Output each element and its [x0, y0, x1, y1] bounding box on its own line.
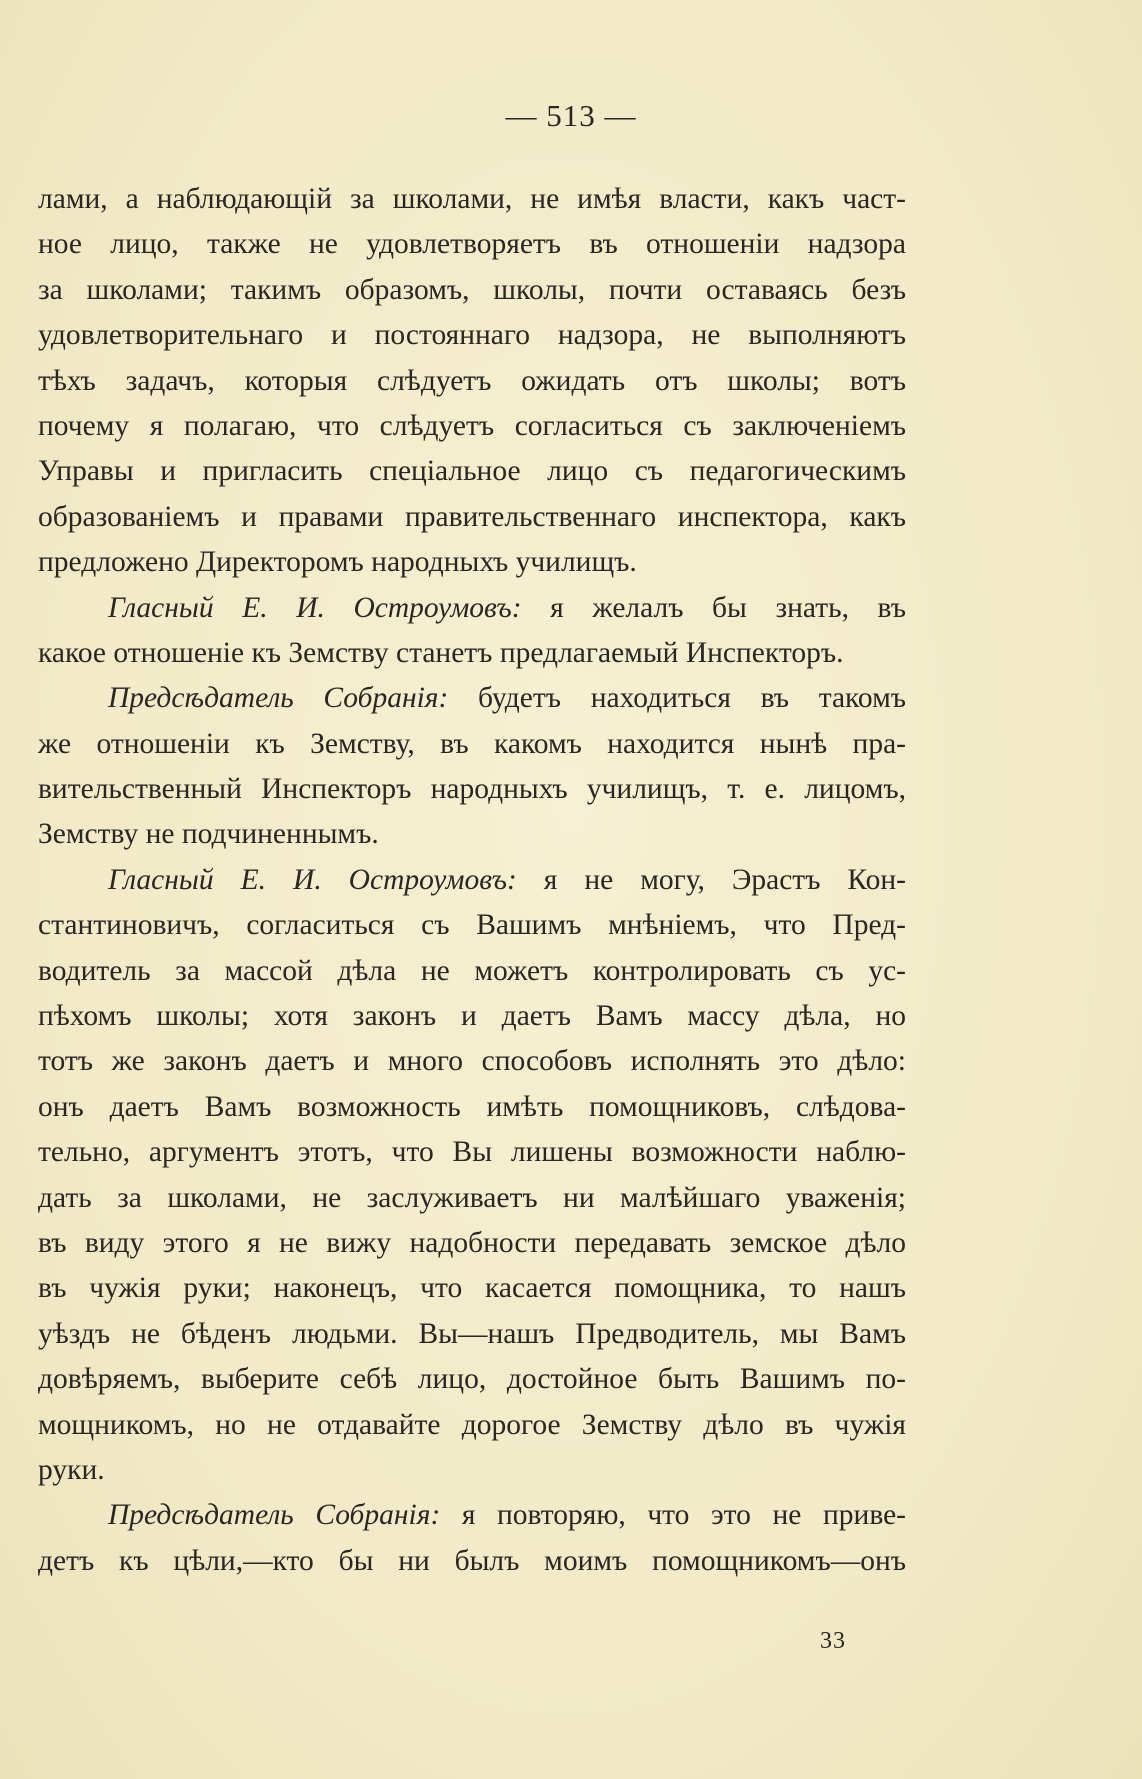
text-line: удовлетворительнаго и постояннаго надзора, не выполняютъ [38, 319, 906, 352]
text-line: пѣхомъ школы; хотя законъ и даетъ Вамъ массу дѣла, но [38, 1000, 906, 1033]
page-signature-mark: 33 [820, 1628, 846, 1654]
text-line: мощникомъ, но не отдавайте дорогое Земству дѣло въ чужія [38, 1408, 906, 1441]
text-line [38, 858, 906, 903]
page-number-header: — 513 — [505, 98, 637, 133]
text-line: тельно, аргументъ этотъ, что Вы лишены возможности наблю- [38, 1136, 906, 1169]
paragraph [38, 1493, 906, 1584]
text-fragment: я желалъ бы знать, въ [550, 591, 906, 624]
text-line: Земству не подчиненнымъ. [38, 818, 379, 851]
paragraph [38, 586, 906, 677]
text-line [38, 1493, 906, 1538]
text-line: водитель за массой дѣла не можетъ контролировать съ ус- [38, 954, 906, 987]
text-line: же отношеніи къ Земству, въ какомъ находится нынѣ пра- [38, 727, 906, 760]
page-body [38, 177, 906, 1584]
text-line: вительственный Инспекторъ народныхъ училищъ, т. е. лицомъ, [38, 773, 906, 806]
text-line [38, 586, 906, 631]
text-fragment: я не могу, Эрастъ Кон- [543, 863, 906, 896]
speaker-name: Предсѣдатель Собранія: [108, 682, 449, 715]
text-line: какое отношеніе къ Земству станетъ предлагаемый Инспекторъ. [38, 636, 844, 669]
text-line: руки. [38, 1453, 105, 1486]
speaker-name: Предсѣдатель Собранія: [108, 1499, 441, 1532]
text-fragment: будетъ находиться въ такомъ [478, 682, 906, 715]
text-line: лами, а наблюдающій за школами, не имѣя власти, какъ част- [38, 183, 906, 215]
speaker-name: Гласный Е. И. Остроумовъ: [108, 591, 522, 624]
paragraph [38, 858, 906, 1493]
text-fragment: я повторяю, что это не приве- [461, 1499, 906, 1532]
text-line: Управы и пригласить спеціальное лицо съ педагогическимъ [38, 455, 906, 488]
text-line: предложено Директоромъ народныхъ училищъ. [38, 546, 637, 579]
text-line: тотъ же законъ даетъ и много способовъ исполнять это дѣло: [38, 1045, 906, 1078]
text-line: въ виду этого я не вижу надобности передавать земское дѣло [38, 1226, 906, 1259]
text-line: образованіемъ и правами правительственнаго инспектора, какъ [38, 500, 906, 533]
text-line: детъ къ цѣли,—кто бы ни былъ моимъ помощникомъ—онъ [38, 1544, 906, 1577]
text-line: ное лицо, также не удовлетворяетъ въ отношеніи надзора [38, 228, 906, 261]
text-line [38, 676, 906, 721]
text-line: онъ даетъ Вамъ возможность имѣть помощниковъ, слѣдова- [38, 1090, 906, 1123]
text-line: уѣздъ не бѣденъ людьми. Вы—нашъ Предводитель, мы Вамъ [38, 1317, 906, 1350]
text-line: дать за школами, не заслуживаетъ ни малѣйшаго уваженія; [38, 1181, 906, 1214]
paragraph [38, 177, 906, 586]
text-line: почему я полагаю, что слѣдуетъ согласиться съ заключеніемъ [38, 409, 906, 442]
text-line: довѣряемъ, выберите себѣ лицо, достойное быть Вашимъ по- [38, 1363, 906, 1396]
text-line: за школами; такимъ образомъ, школы, почти оставаясь безъ [38, 273, 906, 306]
text-line: тѣхъ задачъ, которыя слѣдуетъ ожидать отъ школы; вотъ [38, 364, 906, 397]
text-line: стантиновичъ, согласиться съ Вашимъ мнѣніемъ, что Пред- [38, 909, 906, 942]
speaker-name: Гласный Е. И. Остроумовъ: [108, 863, 517, 896]
text-line: въ чужія руки; наконецъ, что касается помощника, то нашъ [38, 1272, 906, 1305]
paragraph [38, 676, 906, 858]
